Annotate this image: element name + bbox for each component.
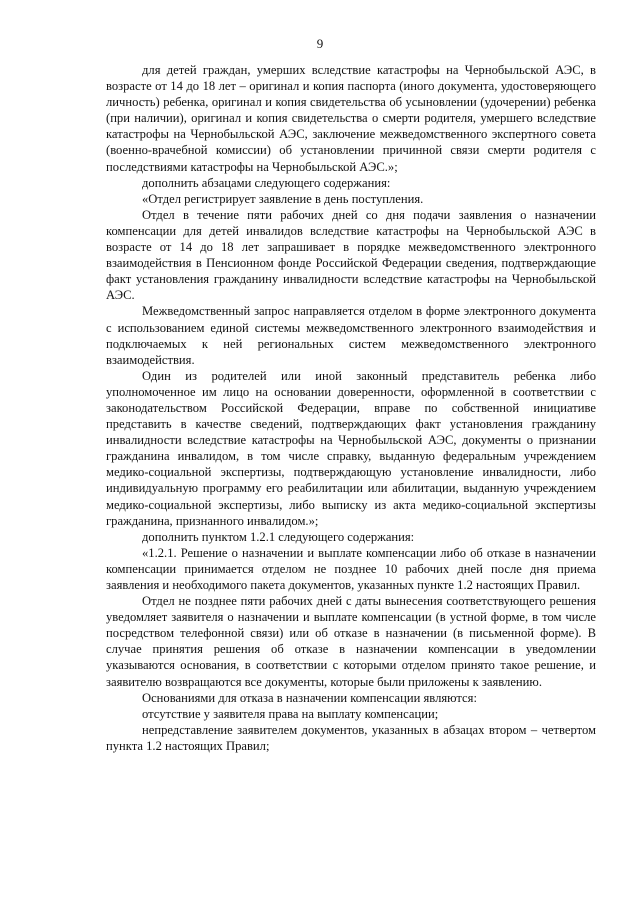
paragraph-3: «Отдел регистрирует заявление в день поступления. bbox=[142, 191, 424, 206]
paragraph-9: Отдел не позднее пяти рабочих дней с даты вынесения соответствующего решения уведомляет заявителя о назначении и выплате компенсации (в устной форме, в том числе посредством телефонной связи) или об отказе в назначении (в письменной форме). В случае принятия решения об отказе в назначении компенсации в уведомлении указываются основания, в соответствии с которыми отделом принято такое решение, и заявителю возвращаются все документы, которые были приложены к заявлению. bbox=[106, 594, 596, 689]
paragraph-1: для детей граждан, умерших вследствие катастрофы на Чернобыльской АЭС, в возрасте от 14 до 18 лет – оригинал и копия паспорта (иного документа, удостоверяющего личность) ребенка, оригинал и копия свидетельства об усыновлении (удочерении) ребенка (при наличии), оригинал и копия свидетельства о смерти родителя, умершего вследствие катастрофы на Чернобыльской АЭС, заключение межведомственного экспертного совета (военно-врачебной комиссии) об установлении причинной связи смерти родителя с последствиями катастрофы на Чернобыльской АЭС.»; bbox=[106, 63, 596, 174]
paragraph-11: отсутствие у заявителя права на выплату компенсации; bbox=[142, 706, 439, 721]
page-number: 9 bbox=[316, 36, 324, 51]
paragraph-2: дополнить абзацами следующего содержания: bbox=[142, 175, 391, 190]
paragraph-6: Один из родителей или иной законный представитель ребенка либо уполномоченное им лицо на основании доверенности, оформленной в соответствии с законодательством Российской Федерации, вправе по собственной инициативе представить в качестве сведений, подтверждающих факт установления гражданину инвалидности вследствие катастрофы на Чернобыльской АЭС, документы о признании гражданина инвалидом, в том числе справку, выданную федеральным учреждением медико-социальной экспертизы, подтверждающую установление инвалидности, либо индивидуальную программу его реабилитации или абилитации, выданную учреждением медико-социальной экспертизы, либо выписку из акта медико-социальной экспертизы гражданина, признанного инвалидом.»; bbox=[106, 368, 596, 528]
paragraph-7: дополнить пунктом 1.2.1 следующего содержания: bbox=[142, 529, 415, 544]
paragraph-8: «1.2.1. Решение о назначении и выплате компенсации либо об отказе в назначении компенсации принимается отделом не позднее 10 рабочих дней после дня приема заявления и необходимого пакета документов, указанных пункте 1.2 настоящих Правил. bbox=[106, 545, 596, 592]
paragraph-10: Основаниями для отказа в назначении компенсации являются: bbox=[142, 690, 477, 705]
paragraph-12: непредставление заявителем документов, указанных в абзацах втором – четвертом пункта 1.2 настоящих Правил; bbox=[106, 722, 596, 753]
paragraph-4: Отдел в течение пяти рабочих дней со дня подачи заявления о назначении компенсации для детей инвалидов вследствие катастрофы на Чернобыльской АЭС в возрасте от 14 до 18 лет запрашивает в порядке межведомственного электронного взаимодействия в Пенсионном фонде Российской Федерации сведения, подтверждающие факт установления гражданину инвалидности вследствие катастрофы на Чернобыльской АЭС. bbox=[106, 207, 596, 303]
document-body bbox=[106, 62, 596, 754]
paragraph-5: Межведомственный запрос направляется отделом в форме электронного документа с использованием единой системы межведомственного электронного взаимодействия и подключаемых к ней региональных систем межведомственного электронного взаимодействия. bbox=[106, 304, 596, 367]
